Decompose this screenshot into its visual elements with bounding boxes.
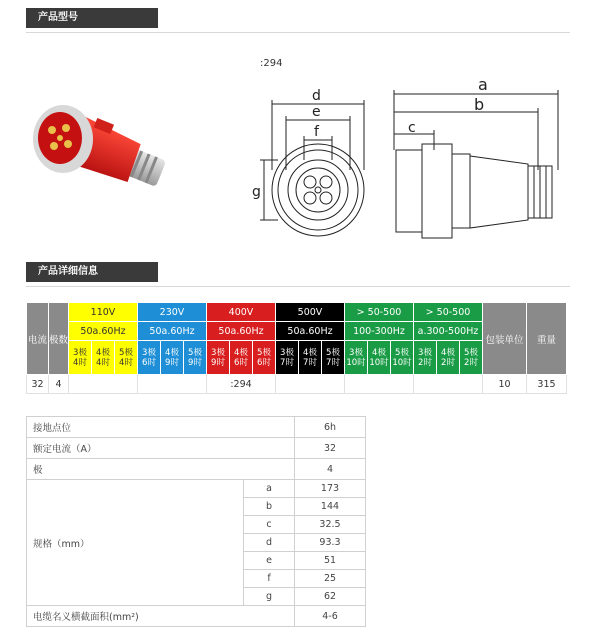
pole-cell: 4极 9时 [161,341,184,375]
section-title-detail: 产品详细信息 [26,262,158,282]
section-divider [26,286,570,287]
plug-product-image [18,84,188,199]
header-current: 电流 [27,303,49,375]
spec-value: 173 [295,480,366,498]
spec-value: 25 [295,570,366,588]
detail-spec-table [26,416,366,627]
header-freq: 50a.60Hz [69,322,138,341]
pole-cell: 4极 4时 [92,341,115,375]
spec-key: g [244,588,295,606]
pole-cell: 3极 7时 [276,341,299,375]
header-volt: 110V [69,303,138,322]
header-freq: 50a.60Hz [276,322,345,341]
data-weight: 315 [527,375,567,394]
cable-value: 4-6 [295,606,366,627]
product-page [18,4,570,636]
spec-key: f [244,570,295,588]
earth-value: 6h [295,417,366,438]
spec-key: a [244,480,295,498]
spec-value: 93.3 [295,534,366,552]
header-weight: 重量 [527,303,567,375]
voltage-spec-table [26,302,567,394]
spec-key: d [244,534,295,552]
header-volt: 400V [207,303,276,322]
data-packing: 10 [483,375,527,394]
header-volt: 230V [138,303,207,322]
spec-key: e [244,552,295,570]
pole-label: 极 [27,459,295,480]
section-divider [26,32,570,33]
pole-cell: 4极 2时 [437,341,460,375]
svg-text:d: d [312,88,321,104]
svg-text:e: e [312,104,321,120]
header-freq: 50a.60Hz [138,322,207,341]
header-freq: a.300-500Hz [414,322,483,341]
pole-cell: 5极 10时 [391,341,414,375]
pole-cell: 4极 10时 [368,341,391,375]
header-volt: > 50-500 [414,303,483,322]
header-packing: 包装单位 [483,303,527,375]
pole-cell: 5极 2时 [460,341,483,375]
spec-key: b [244,498,295,516]
svg-text:c: c [408,120,416,136]
data-model: :294 [207,375,276,394]
dimension-drawing [238,50,568,250]
pole-cell: 3极 2时 [414,341,437,375]
header-volt: > 50-500 [345,303,414,322]
section-title-model: 产品型号 [26,8,158,28]
pole-cell: 3极 10时 [345,341,368,375]
pole-cell: 4极 7时 [299,341,322,375]
spec-value: 51 [295,552,366,570]
spec-label: 规格（mm） [27,480,244,606]
svg-text:a: a [478,75,488,94]
svg-text:g: g [252,184,261,200]
header-volt: 500V [276,303,345,322]
header-poles: 极数 [49,303,69,375]
svg-text:b: b [474,95,485,114]
data-poles: 4 [49,375,69,394]
drawing-model-code: :294 [260,58,283,69]
spec-value: 32.5 [295,516,366,534]
pole-cell: 4极 6时 [230,341,253,375]
header-freq: 100-300Hz [345,322,414,341]
cable-label: 电缆名义横截面积(mm²) [27,606,295,627]
pole-cell: 5极 9时 [184,341,207,375]
pole-cell: 3极 4时 [69,341,92,375]
header-freq: 50a.60Hz [207,322,276,341]
spec-value: 144 [295,498,366,516]
pole-cell: 5极 4时 [115,341,138,375]
earth-label: 接地点位 [27,417,295,438]
spec-key: c [244,516,295,534]
rated-current-value: 32 [295,438,366,459]
svg-text:f: f [314,124,319,140]
pole-cell: 3极 9时 [207,341,230,375]
pole-cell: 5极 7时 [322,341,345,375]
rated-current-label: 额定电流（A） [27,438,295,459]
pole-value: 4 [295,459,366,480]
spec-value: 62 [295,588,366,606]
pole-cell: 3极 6时 [138,341,161,375]
pole-cell: 5极 6时 [253,341,276,375]
data-current: 32 [27,375,49,394]
